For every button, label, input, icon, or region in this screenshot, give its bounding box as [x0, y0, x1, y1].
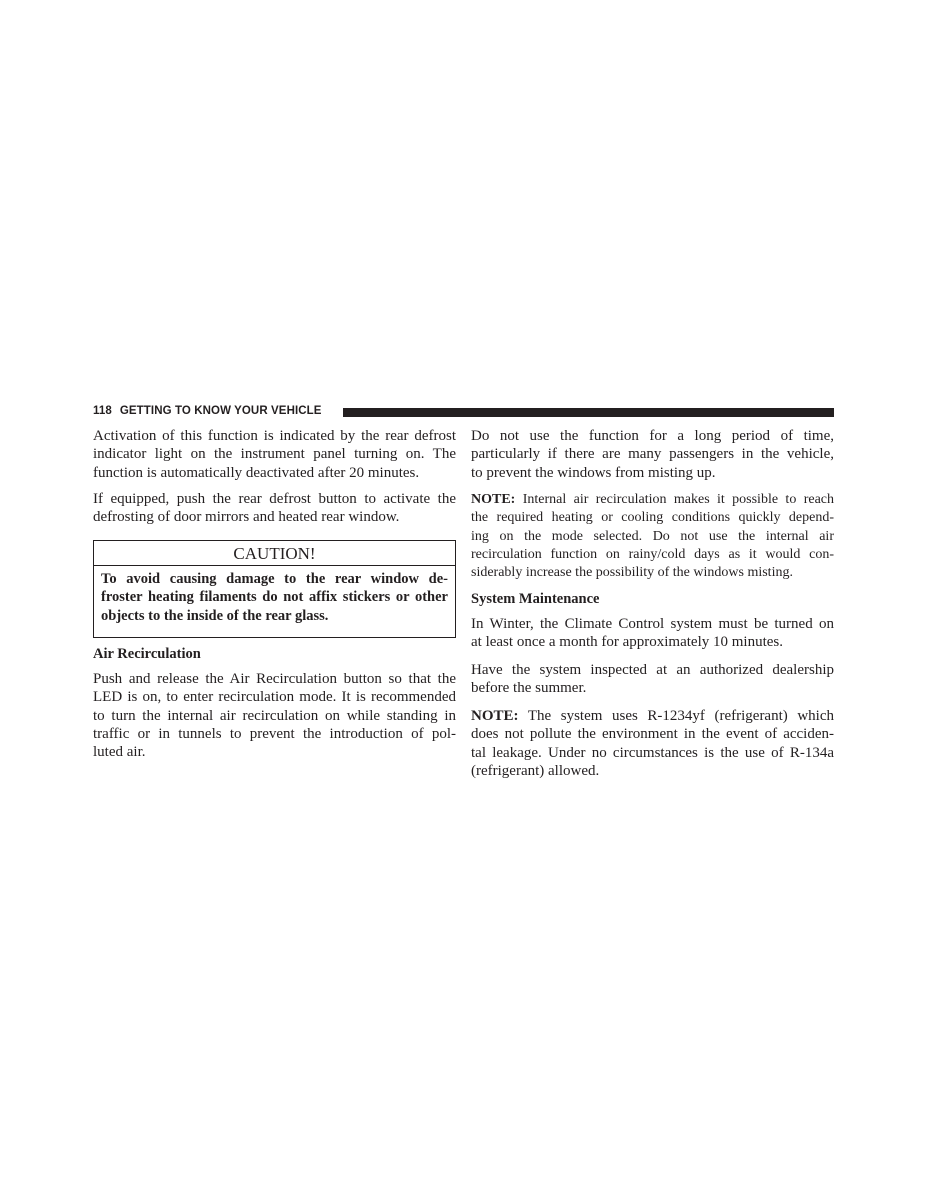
text-line: to turn the internal air recirculation on while standing in	[93, 707, 456, 724]
text-line	[471, 491, 834, 509]
note-text: Internal air recirculation makes it possible to reach	[515, 492, 834, 507]
text-line: LED is on, to enter recirculation mode. It is recommended	[93, 689, 456, 706]
text-line: traffic or in tunnels to prevent the introduction of pol-	[93, 725, 456, 742]
text-line: recirculation function on rainy/cold days as it would con-	[471, 546, 834, 562]
heading-system-maintenance: System Maintenance	[471, 591, 600, 607]
text-line: does not pollute the environment in the event of acciden-	[471, 726, 834, 743]
text-line	[471, 707, 834, 725]
text-line: froster heating filaments do not affix stickers or other	[101, 589, 448, 606]
text-line: To avoid causing damage to the rear window de-	[101, 571, 448, 587]
caution-body	[94, 566, 455, 625]
text-line: (refrigerant) allowed.	[471, 762, 600, 779]
running-header	[93, 405, 322, 417]
text-line: defrosting of door mirrors and heated rear window.	[93, 509, 400, 526]
text-line: Have the system inspected at an authorized dealership	[471, 662, 834, 678]
caution-title: CAUTION!	[94, 541, 455, 566]
text-line: If equipped, push the rear defrost button to activate the	[93, 491, 456, 507]
text-line: indicator light on the instrument panel turning on. The	[93, 446, 456, 463]
paragraph-if-equipped	[93, 490, 456, 527]
paragraph-do-not-use	[471, 427, 834, 482]
caution-box	[93, 540, 456, 638]
text-line: before the summer.	[471, 680, 587, 697]
text-line: tal leakage. Under no circumstances is the use of R-134a	[471, 744, 834, 761]
text-line: In Winter, the Climate Control system must be turned on	[471, 616, 834, 632]
note-label: NOTE:	[471, 492, 516, 507]
paragraph-inspection	[471, 661, 834, 698]
text-line: Activation of this function is indicated by the rear defrost	[93, 428, 456, 444]
text-line: the required heating or cooling conditions quickly depend-	[471, 510, 834, 526]
heading-air-recirculation: Air Recirculation	[93, 646, 201, 662]
text-line: to prevent the windows from misting up.	[471, 464, 716, 481]
text-line: Do not use the function for a long period of time,	[471, 428, 834, 444]
note-internal-recirculation	[471, 491, 834, 582]
section-title: GETTING TO KNOW YOUR VEHICLE	[119, 405, 322, 417]
paragraph-winter	[471, 615, 834, 652]
note-text: The system uses R-1234yf (refrigerant) which	[518, 708, 834, 724]
note-refrigerant	[471, 707, 834, 780]
header-rule	[343, 408, 834, 417]
paragraph-activation	[93, 427, 456, 482]
page-number: 118	[93, 405, 112, 417]
text-line: Push and release the Air Recirculation button so that the	[93, 671, 456, 687]
text-line: ing on the mode selected. Do not use the internal air	[471, 528, 834, 544]
text-line: luted air.	[93, 744, 146, 761]
text-line: particularly if there are many passengers in the vehicle,	[471, 446, 834, 463]
text-line: function is automatically deactivated after 20 minutes.	[93, 464, 420, 481]
note-label: NOTE:	[471, 708, 519, 724]
text-line: objects to the inside of the rear glass.	[101, 607, 329, 624]
paragraph-air-recirculation	[93, 670, 456, 761]
text-line: at least once a month for approximately 10 minutes.	[471, 634, 783, 651]
text-line: siderably increase the possibility of the windows misting.	[471, 565, 793, 581]
